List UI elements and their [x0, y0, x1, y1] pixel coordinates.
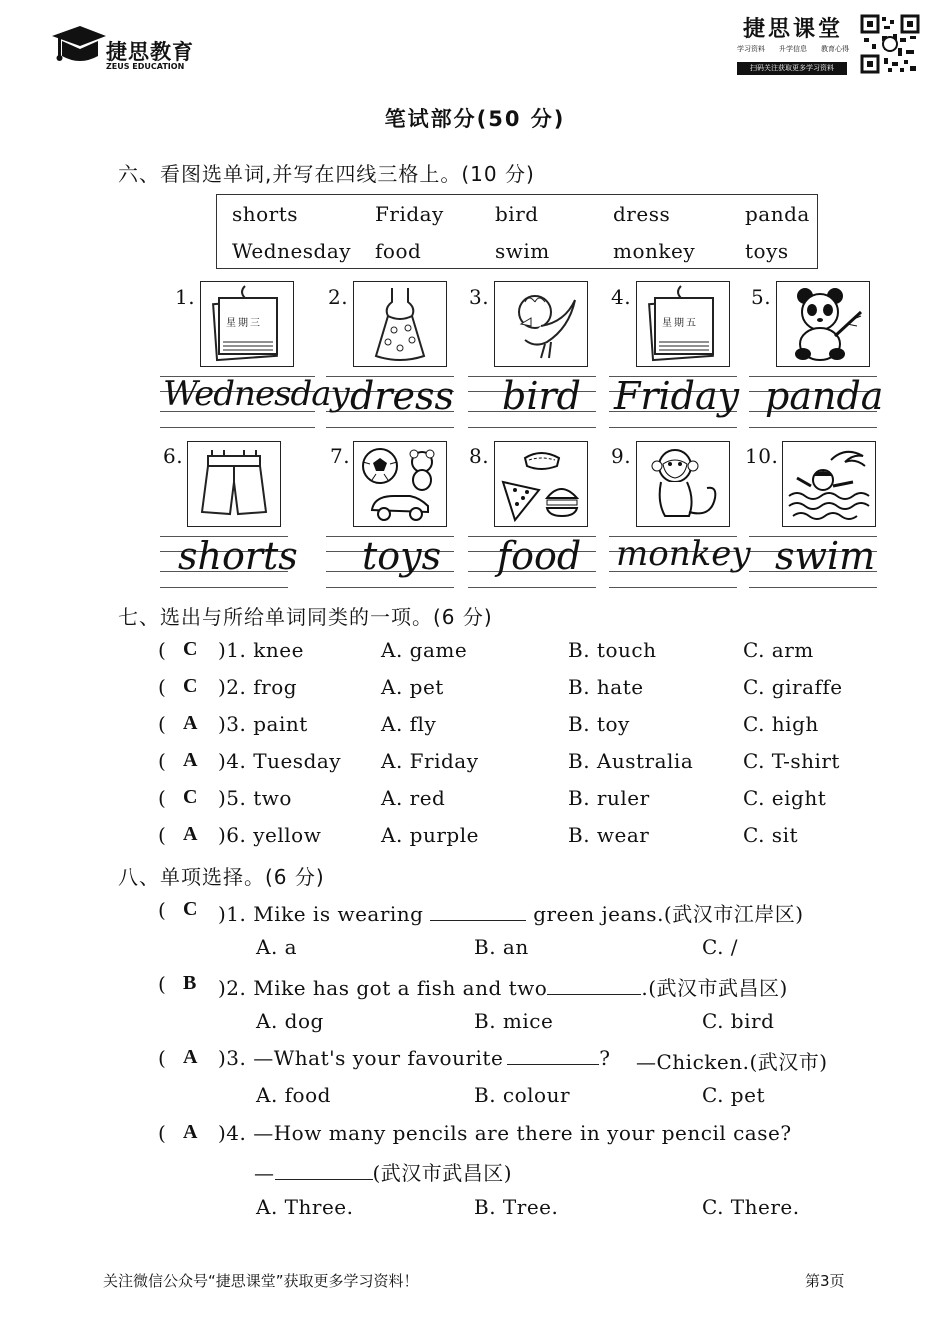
answer-handwriting: toys — [362, 534, 442, 578]
paren: ( — [158, 712, 167, 736]
option-a: A. Friday — [381, 749, 479, 773]
option-a: A. pet — [381, 675, 444, 699]
option-a: A. game — [381, 638, 468, 662]
answer-handwriting: Friday — [614, 374, 740, 418]
option-c: C. arm — [743, 638, 814, 662]
paren: ( — [158, 898, 167, 922]
question-word: )1. knee — [218, 638, 304, 662]
option-a: A. food — [256, 1083, 331, 1107]
brand-block — [735, 12, 850, 78]
food-image — [494, 441, 588, 527]
paren: ( — [158, 1121, 167, 1145]
section-8-heading: 八、单项选择。(6 分) — [118, 865, 325, 889]
page-number: 第3页 — [805, 1272, 845, 1290]
dress-image — [353, 281, 447, 367]
section-7-heading: 七、选出与所给单词同类的一项。(6 分) — [118, 605, 493, 629]
word-bank-word: panda — [745, 202, 810, 226]
item-number: 9. — [611, 444, 632, 468]
item-number: 8. — [469, 444, 490, 468]
option-b: B. touch — [568, 638, 657, 662]
bird-image — [494, 281, 588, 367]
item-number: 2. — [328, 285, 349, 309]
option-c: C. / — [702, 935, 739, 959]
answer-handwriting: swim — [775, 534, 876, 578]
paren: ( — [158, 1046, 167, 1070]
item-number: 1. — [175, 285, 196, 309]
footer-note: 关注微信公众号“捷思课堂”获取更多学习资料！ — [103, 1272, 419, 1290]
paren: ( — [158, 638, 167, 662]
option-b: B. Tree. — [474, 1195, 559, 1219]
question-text — [218, 972, 788, 1001]
brand-scan: 扫码关注获取更多学习资料 — [737, 62, 847, 75]
word-bank-word: toys — [745, 239, 789, 263]
answer-handwriting: Wednesday — [163, 374, 349, 414]
answer-letter: C — [183, 898, 198, 920]
question-reply: —Chicken.(武汉市) — [636, 1050, 828, 1074]
option-b: B. ruler — [568, 786, 650, 810]
option-a: A. fly — [381, 712, 437, 736]
logo — [50, 22, 210, 77]
answer-blank — [547, 976, 641, 995]
option-b: B. toy — [568, 712, 630, 736]
option-c: C. bird — [702, 1009, 775, 1033]
qr-code-icon — [860, 14, 920, 74]
answer-letter: A — [183, 823, 198, 845]
paren: ( — [158, 786, 167, 810]
calendar-friday-image — [636, 281, 730, 367]
question-text — [218, 898, 804, 927]
answer-blank — [507, 1046, 599, 1065]
option-b: B. wear — [568, 823, 650, 847]
item-number: 7. — [330, 444, 351, 468]
section-6-heading: 六、看图选单词,并写在四线三格上。(10 分) — [118, 162, 535, 186]
answer-handwriting: panda — [765, 374, 884, 418]
option-a: A. red — [381, 786, 446, 810]
question-word: )3. paint — [218, 712, 308, 736]
option-b: B. mice — [474, 1009, 554, 1033]
word-bank-word: Friday — [375, 202, 444, 226]
option-c: C. giraffe — [743, 675, 843, 699]
option-b: B. an — [474, 935, 529, 959]
answer-letter: C — [183, 675, 198, 697]
question-text-post: ? — [599, 1046, 611, 1070]
answer-blank — [275, 1161, 373, 1180]
word-bank-word: monkey — [613, 239, 696, 263]
graduation-cap-icon — [50, 22, 108, 72]
option-a: A. dog — [256, 1009, 324, 1033]
question-text-pre: )4. —How many pencils are there in your pencil case? — [218, 1121, 792, 1145]
question-text-line2 — [254, 1157, 512, 1186]
question-word: )2. frog — [218, 675, 298, 699]
monkey-image — [636, 441, 730, 527]
logo-cn: 捷思教育 — [106, 40, 194, 64]
answer-handwriting: dress — [350, 374, 454, 418]
page-title: 笔试部分(50 分) — [384, 107, 566, 131]
panda-image — [776, 281, 870, 367]
word-bank — [216, 194, 818, 269]
word-bank-word: swim — [495, 239, 550, 263]
word-bank-word: shorts — [232, 202, 299, 226]
question-word: )4. Tuesday — [218, 749, 342, 773]
question-text-post: .(武汉市武昌区) — [641, 976, 788, 1000]
question-text-pre: )3. —What's your favourite — [218, 1046, 504, 1070]
word-bank-word: bird — [495, 202, 539, 226]
item-number: 3. — [469, 285, 490, 309]
word-bank-word: Wednesday — [232, 239, 352, 263]
calendar-label: 星期三 — [226, 318, 262, 329]
answer-handwriting: monkey — [616, 534, 751, 574]
logo-en: ZEUS EDUCATION — [106, 62, 185, 71]
answer-letter: B — [183, 972, 197, 994]
question-dash: — — [254, 1161, 275, 1185]
brand-tag: 学习资料 — [737, 45, 765, 53]
toys-image — [353, 441, 447, 527]
option-c: C. pet — [702, 1083, 765, 1107]
paren: ( — [158, 972, 167, 996]
brand-tag: 教育心得 — [821, 45, 849, 53]
option-c: C. There. — [702, 1195, 800, 1219]
option-a: A. a — [256, 935, 298, 959]
answer-letter: A — [183, 1121, 198, 1143]
answer-handwriting: bird — [502, 374, 581, 418]
question-text-pre: )1. Mike is wearing — [218, 902, 424, 926]
answer-letter: A — [183, 749, 198, 771]
option-c: C. sit — [743, 823, 799, 847]
option-b: B. Australia — [568, 749, 694, 773]
question-word: )6. yellow — [218, 823, 322, 847]
question-text-pre: )2. Mike has got a fish and two — [218, 976, 548, 1000]
answer-handwriting: shorts — [178, 534, 298, 578]
option-c: C. T-shirt — [743, 749, 840, 773]
brand-title: 捷思课堂 — [743, 16, 844, 42]
paren: ( — [158, 675, 167, 699]
brand-tag: 升学信息 — [779, 45, 807, 53]
answer-handwriting: food — [497, 534, 582, 578]
question-text-post: (武汉市武昌区) — [372, 1161, 513, 1185]
answer-letter: A — [183, 712, 198, 734]
option-c: C. high — [743, 712, 819, 736]
option-a: A. Three. — [256, 1195, 354, 1219]
option-c: C. eight — [743, 786, 827, 810]
answer-blank — [430, 902, 526, 921]
calendar-label: 星期五 — [662, 318, 698, 329]
option-b: B. colour — [474, 1083, 571, 1107]
word-bank-word: food — [375, 239, 422, 263]
item-number: 10. — [745, 444, 779, 468]
question-text-post: green jeans.(武汉市江岸区) — [533, 902, 804, 926]
paren: ( — [158, 823, 167, 847]
item-number: 6. — [163, 444, 184, 468]
option-a: A. purple — [381, 823, 479, 847]
answer-letter: C — [183, 786, 198, 808]
paren: ( — [158, 749, 167, 773]
shorts-image — [187, 441, 281, 527]
answer-letter: A — [183, 1046, 198, 1068]
word-bank-word: dress — [613, 202, 671, 226]
swim-image — [782, 441, 876, 527]
question-word: )5. two — [218, 786, 292, 810]
calendar-wednesday-image — [200, 281, 294, 367]
question-text — [218, 1046, 611, 1070]
option-b: B. hate — [568, 675, 644, 699]
item-number: 4. — [611, 285, 632, 309]
item-number: 5. — [751, 285, 772, 309]
answer-letter: C — [183, 638, 198, 660]
